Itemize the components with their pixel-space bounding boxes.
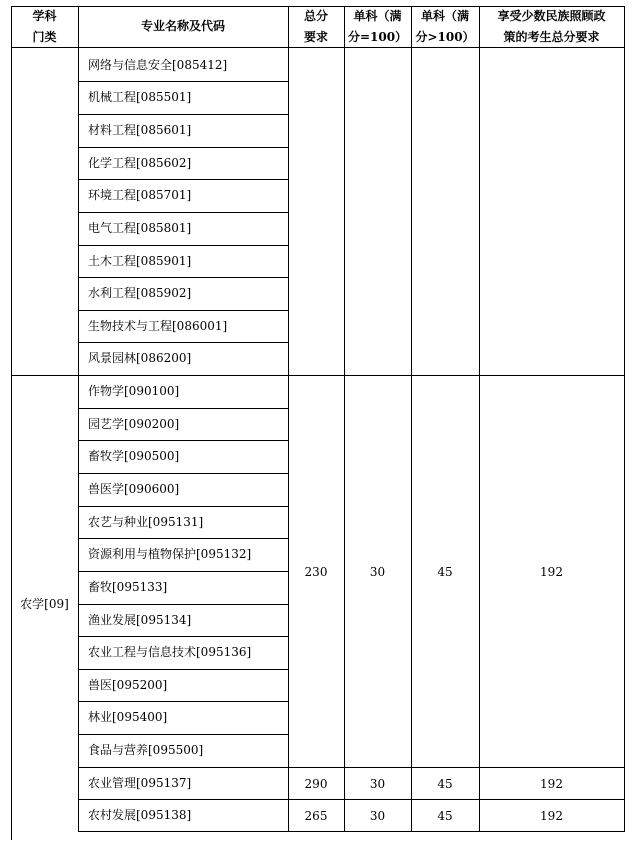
group2-single-100: 30 xyxy=(369,565,386,579)
mgmt-total: 290 xyxy=(304,777,328,791)
major-cell: 机械工程[085501] xyxy=(88,90,192,104)
major-cell: 农业管理[095137] xyxy=(88,776,192,790)
header-minority: 享受少数民族照顾政 策的考生总分要求 xyxy=(497,9,606,44)
header-single-100: 单科（满 分=100） xyxy=(347,9,408,44)
major-cell: 农艺与种业[095131] xyxy=(88,515,204,529)
mgmt-minority: 192 xyxy=(540,777,563,791)
line-left xyxy=(11,6,12,840)
major-cell: 兽医[095200] xyxy=(88,678,168,692)
mgmt-single-gt100: 45 xyxy=(437,777,453,791)
major-cell: 林业[095400] xyxy=(88,710,168,724)
rural-single-100: 30 xyxy=(369,809,386,823)
major-cell: 农村发展[095138] xyxy=(88,808,192,822)
group2-single-gt100: 45 xyxy=(437,565,453,579)
line-col4 xyxy=(411,6,412,832)
major-cell: 电气工程[085801] xyxy=(88,221,192,235)
discipline-agriculture: 农学[09] xyxy=(20,597,69,611)
major-cell: 土木工程[085901] xyxy=(88,254,192,268)
line-col5 xyxy=(479,6,480,832)
rural-total: 265 xyxy=(304,809,328,823)
line-right xyxy=(624,6,625,832)
major-cell: 化学工程[085602] xyxy=(88,156,192,170)
header-major: 专业名称及代码 xyxy=(140,19,225,33)
line-col3 xyxy=(344,6,345,832)
major-cell: 园艺学[090200] xyxy=(88,417,180,431)
line-col2 xyxy=(288,6,289,832)
major-cell: 作物学[090100] xyxy=(88,384,180,398)
major-cell: 兽医学[090600] xyxy=(88,482,180,496)
rural-minority: 192 xyxy=(540,809,563,823)
major-cell: 食品与营养[095500] xyxy=(88,743,204,757)
line-bottom xyxy=(78,831,625,832)
major-cell: 材料工程[085601] xyxy=(88,123,192,137)
major-cell: 环境工程[085701] xyxy=(88,188,192,202)
major-cell: 渔业发展[095134] xyxy=(88,613,192,627)
major-cell: 资源利用与植物保护[095132] xyxy=(88,547,252,561)
header-single-gt100: 单科（满 分>100） xyxy=(415,9,475,44)
major-cell: 农业工程与信息技术[095136] xyxy=(88,645,252,659)
group2-minority: 192 xyxy=(540,565,563,579)
rural-single-gt100: 45 xyxy=(437,809,453,823)
major-cell: 生物技术与工程[086001] xyxy=(88,319,228,333)
mgmt-single-100: 30 xyxy=(369,777,386,791)
major-cell: 风景园林[086200] xyxy=(88,351,192,365)
line-col1 xyxy=(78,6,79,832)
major-cell: 畜牧[095133] xyxy=(88,580,168,594)
header-total: 总分 要求 xyxy=(303,9,328,44)
group2-total: 230 xyxy=(304,565,328,579)
header-discipline: 学科 门类 xyxy=(32,9,57,44)
major-cell: 水利工程[085902] xyxy=(88,286,192,300)
major-cell: 畜牧学[090500] xyxy=(88,449,180,463)
major-cell: 网络与信息安全[085412] xyxy=(88,58,228,72)
